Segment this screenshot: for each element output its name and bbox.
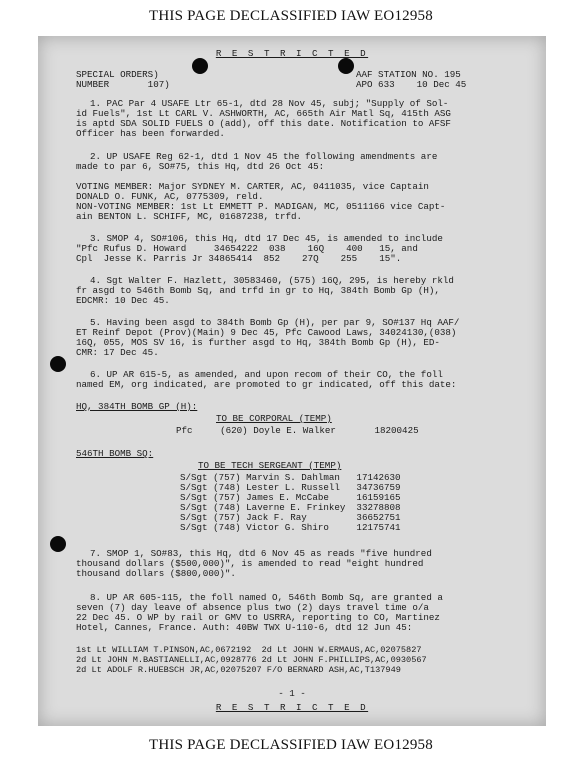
page-number: - 1 - (278, 688, 306, 699)
restricted-header: R E S T R I C T E D (215, 48, 369, 59)
paragraph-1-line: is aptd SDA SOLID FUELS O (add), off this date. Notification to AFSF (76, 118, 451, 129)
tech-sergeant-heading: TO BE TECH SERGEANT (TEMP) (198, 460, 342, 471)
paragraph-2-line: made to par 6, SO#75, this Hq, dtd 26 Oct 45: (76, 161, 325, 172)
paragraph-3-line: "Pfc Rufus D. Howard 34654222 038 16Q 400 15, and (76, 243, 418, 254)
paragraph-5-line: 16Q, 055, MOS SV 16, is further asgd to Hq, 384th Bomb Gp (H), ED- (76, 337, 440, 348)
paragraph-4-line: EDCMR: 10 Dec 45. (76, 295, 170, 306)
number-label: NUMBER 107) (76, 79, 170, 90)
paragraph-8-line: 22 Dec 45. O WP by rail or GMV to USRRA, reporting to CO, Martinez (76, 612, 440, 623)
officer-list-line: 1st Lt WILLIAM T.PINSON,AC,0672192 2d Lt JOHN W.ERMAUS,AC,02075827 (76, 645, 422, 655)
paragraph-8-line: Hotel, Cannes, France. Auth: 40BW TWX U-110-6, dtd 12 Jun 45: (76, 622, 413, 633)
promotion-row: S/Sgt (748) Laverne E. Frinkey 33278808 (180, 502, 401, 513)
punch-hole-top (192, 58, 208, 74)
paragraph-7-line: thousand dollars ($800,000)". (76, 568, 236, 579)
promotion-row: S/Sgt (748) Lester L. Russell 34736759 (180, 482, 401, 493)
special-orders-label: SPECIAL ORDERS) (76, 69, 159, 80)
paragraph-4-line: fr asgd to 546th Bomb Sq, and trfd in gr to Hq, 384th Bomb Gp (H), (76, 285, 440, 296)
punch-hole-middle (50, 356, 66, 372)
restricted-footer: R E S T R I C T E D (215, 702, 369, 713)
promotion-row: S/Sgt (757) Marvin S. Dahlman 17142630 (180, 472, 401, 483)
paragraph-8-line: seven (7) day leave of absence plus two (2) days travel time o/a (76, 602, 429, 613)
paragraph-7-line: 7. SMOP 1, SO#83, this Hq, dtd 6 Nov 45 as reads "five hundred (90, 548, 432, 559)
officer-list-line: 2d Lt JOHN M.BASTIANELLI,AC,0928776 2d Lt JOHN F.PHILLIPS,AC,0930567 (76, 655, 427, 665)
paragraph-1-line: Officer has been forwarded. (76, 128, 225, 139)
squadron-label: 546TH BOMB SQ: (76, 448, 154, 459)
paragraph-1-line: id Fuels", 1st Lt CARL V. ASHWORTH, AC, 665th Air Matl Sq, 415th ASG (76, 108, 451, 119)
paragraph-5-line: CMR: 17 Dec 45. (76, 347, 159, 358)
paragraph-3-line: Cpl Jesse K. Parris Jr 34865414 852 27Q 255 15". (76, 253, 402, 264)
voting-member-line: VOTING MEMBER: Major SYDNEY M. CARTER, AC, 0411035, vice Captain (76, 181, 429, 192)
officer-list-line: 2d Lt ADOLF R.HUEBSCH JR,AC,02075207 F/O BERNARD ASH,AC,T137949 (76, 665, 401, 675)
punch-hole-bottom (50, 536, 66, 552)
hq-group-label: HQ, 384TH BOMB GP (H): (76, 401, 198, 412)
paragraph-4-line: 4. Sgt Walter F. Hazlett, 30583460, (575) 16Q, 295, is hereby rkld (90, 275, 454, 286)
apo-date-label: APO 633 10 Dec 45 (356, 79, 467, 90)
document-page (38, 36, 546, 726)
punch-hole-right (338, 58, 354, 74)
non-voting-member-line: ain BENTON L. SCHIFF, MC, 01687238, trfd. (76, 211, 303, 222)
promotion-row: S/Sgt (748) Victor G. Shiro 12175741 (180, 522, 401, 533)
promotion-row: S/Sgt (757) Jack F. Ray 36652751 (180, 512, 401, 523)
paragraph-8-line: 8. UP AR 605-115, the foll named O, 546th Bomb Sq, are granted a (90, 592, 443, 603)
station-label: AAF STATION NO. 195 (356, 69, 461, 80)
paragraph-6-line: 6. UP AR 615-5, as amended, and upon recom of their CO, the foll (90, 369, 443, 380)
paragraph-7-line: thousand dollars ($500,000)", is amended to read "eight hundred (76, 558, 424, 569)
non-voting-member-line: NON-VOTING MEMBER: 1st Lt EMMETT P. MADIGAN, MC, 0511166 vice Capt- (76, 201, 446, 212)
promotion-row: Pfc (620) Doyle E. Walker 18200425 (176, 425, 419, 436)
declassified-banner-bottom: THIS PAGE DECLASSIFIED IAW EO12958 (149, 737, 433, 753)
corporal-heading: TO BE CORPORAL (TEMP) (216, 413, 332, 424)
paragraph-6-line: named EM, org indicated, are promoted to gr indicated, off this date: (76, 379, 457, 390)
paragraph-5-line: ET Reinf Depot (Prov)(Main) 9 Dec 45, Pfc Cawood Laws, 34024130,(038) (76, 327, 457, 338)
paragraph-3-line: 3. SMOP 4, SO#106, this Hq, dtd 17 Dec 45, is amended to include (90, 233, 443, 244)
paragraph-5-line: 5. Having been asgd to 384th Bomb Gp (H), per par 9, SO#137 Hq AAF/ (90, 317, 460, 328)
promotion-row: S/Sgt (757) James E. McCabe 16159165 (180, 492, 401, 503)
paragraph-1-line: 1. PAC Par 4 USAFE Ltr 65-1, dtd 28 Nov 45, subj; "Supply of Sol- (90, 98, 449, 109)
voting-member-line: DONALD O. FUNK, AC, 0775309, reld. (76, 191, 264, 202)
declassified-banner-top: THIS PAGE DECLASSIFIED IAW EO12958 (149, 8, 433, 24)
paragraph-2-line: 2. UP USAFE Reg 62-1, dtd 1 Nov 45 the following amendments are (90, 151, 438, 162)
